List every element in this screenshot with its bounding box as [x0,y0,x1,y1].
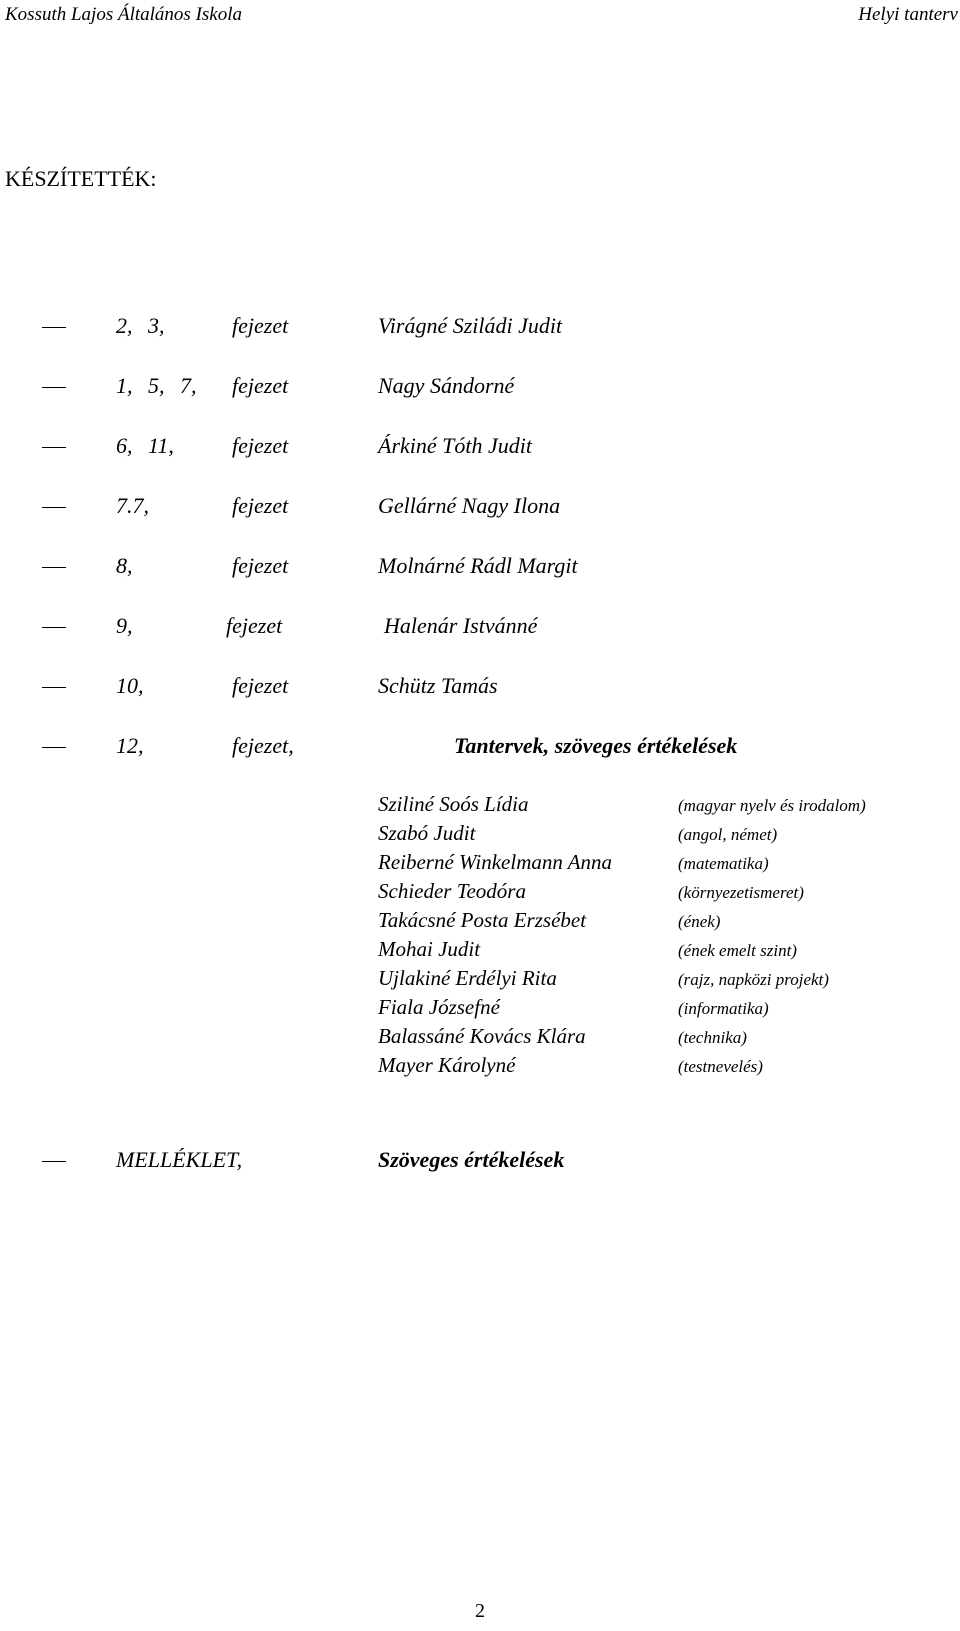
chapter-number: 10, [116,673,144,698]
dash-bullet [42,627,66,628]
header-doc-title: Helyi tanterv [858,4,958,25]
chapter-row [0,553,960,583]
teacher-name: Fiala Józsefné [378,995,500,1019]
teacher-subject: (matematika) [678,854,769,873]
teacher-subject: (angol, német) [678,825,778,844]
chapter-number: 6, 11, [116,433,174,458]
page-title: KÉSZÍTETTÉK: [5,166,157,191]
chapter-row [0,493,960,523]
chapter-label: fejezet [232,553,289,578]
header-school-name: Kossuth Lajos Általános Iskola [5,4,242,25]
chapter-row [0,373,960,403]
appendix-title: Szöveges értékelések [378,1147,565,1172]
teacher-row [0,995,960,1023]
dash-bullet [42,447,66,448]
chapter-number: 1, 5, 7, [116,373,197,398]
chapter-label: fejezet [232,673,289,698]
chapter-number: 2, 3, [116,313,165,338]
chapter-label: fejezet [232,313,289,338]
teacher-name: Ujlakiné Erdélyi Rita [378,966,557,990]
chapter-author: Gellárné Nagy Ilona [378,493,561,518]
chapter-author: Molnárné Rádl Margit [378,553,578,578]
chapter-label: fejezet [232,493,289,518]
chapter-number: 12, [116,733,144,758]
chapter-label: fejezet [226,613,283,638]
teacher-row [0,937,960,965]
chapter-number: 9, [116,613,133,638]
teacher-name: Takácsné Posta Erzsébet [378,908,587,932]
teacher-row [0,821,960,849]
chapter-row [0,313,960,343]
dash-bullet [42,567,66,568]
teacher-row [0,879,960,907]
teacher-name: Reiberné Winkelmann Anna [378,850,613,874]
chapter-label: fejezet, [232,733,294,758]
chapter-label: fejezet [232,433,289,458]
chapter-label: fejezet [232,373,289,398]
chapter-number: 7.7, [116,493,149,518]
teacher-subject: (környezetismeret) [678,883,804,902]
teacher-subject: (informatika) [678,999,769,1018]
chapter-row [0,613,960,643]
teacher-name: Szabó Judit [378,821,476,845]
teacher-row [0,792,960,820]
chapter-author: Halenár Istvánné [384,613,538,638]
teacher-row [0,850,960,878]
chapter-row [0,673,960,703]
teacher-name: Sziliné Soós Lídia [378,792,529,816]
teacher-subject: (magyar nyelv és irodalom) [678,796,866,815]
appendix-row [0,1147,960,1177]
chapter-row [0,733,960,763]
teacher-name: Mayer Károlyné [378,1053,516,1077]
teacher-subject: (ének emelt szint) [678,941,797,960]
teacher-row [0,1024,960,1052]
teacher-row [0,1053,960,1081]
teacher-name: Balassáné Kovács Klára [378,1024,586,1048]
chapter-author: Nagy Sándorné [378,373,515,398]
teacher-subject: (ének) [678,912,721,931]
chapter-author: Virágné Sziládi Judit [378,313,563,338]
chapter-author: Árkiné Tóth Judit [378,433,532,458]
teacher-subject: (technika) [678,1028,747,1047]
chapter-author: Schütz Tamás [378,673,498,698]
dash-bullet [42,687,66,688]
dash-bullet [42,327,66,328]
chapter-number: 8, [116,553,133,578]
teacher-name: Mohai Judit [378,937,481,961]
dash-bullet [42,1161,66,1162]
teacher-name: Schieder Teodóra [378,879,526,903]
teacher-row [0,908,960,936]
teacher-subject: (testnevelés) [678,1057,763,1076]
dash-bullet [42,747,66,748]
dash-bullet [42,507,66,508]
chapter-row [0,433,960,463]
chapter-author: Tantervek, szöveges értékelések [454,733,738,758]
page-number: 2 [475,1600,485,1622]
dash-bullet [42,387,66,388]
teacher-subject: (rajz, napközi projekt) [678,970,829,989]
appendix-label: MELLÉKLET, [116,1147,243,1172]
teacher-row [0,966,960,994]
